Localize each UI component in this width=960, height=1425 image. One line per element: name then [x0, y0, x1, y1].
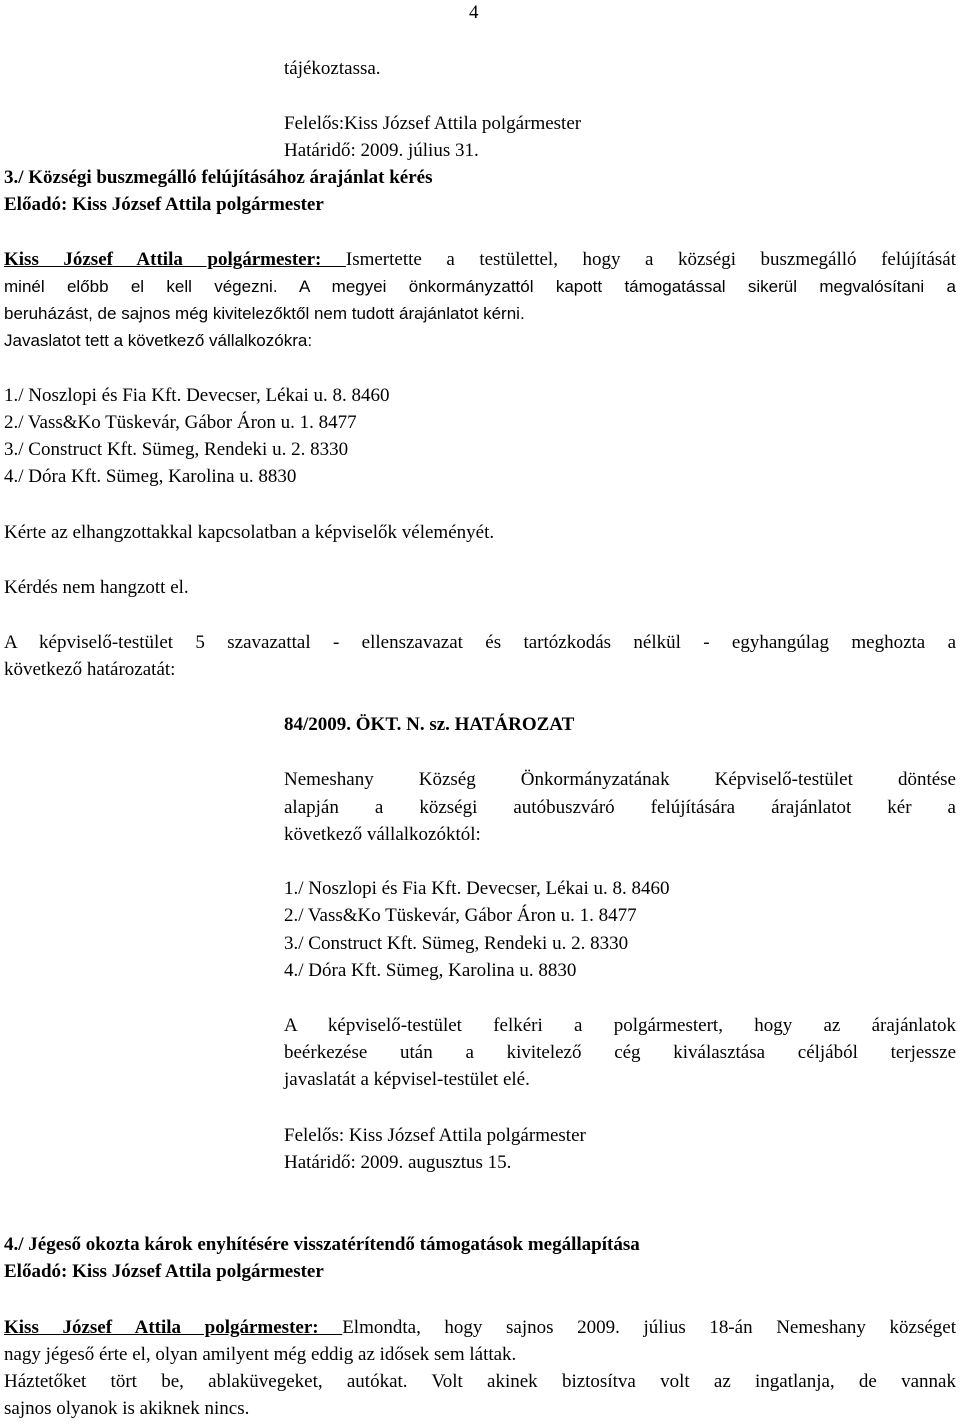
- item3-speech-line-2: minél előbb el kell végezni. A megyei önkormányzattól kapott támogatással sikerül megvalósítani a: [4, 277, 956, 296]
- resolution-request-line-3: javaslatát a képvisel-testület elé.: [284, 1069, 530, 1090]
- intro-responsible: Felelős:Kiss József Attila polgármester: [284, 113, 582, 134]
- contractor-list-item: 2./ Vass&Ko Tüskevár, Gábor Áron u. 1. 8477: [4, 412, 357, 433]
- item3-vote-line-2: következő határozatát:: [4, 659, 176, 680]
- resolution-contractor-item: 4./ Dóra Kft. Sümeg, Karolina u. 8830: [284, 960, 577, 981]
- item3-speech-line-1: Kiss József Attila polgármester: Ismertette a testülettel, hogy a községi buszmegálló felújítását: [4, 249, 956, 270]
- resolution-request-line-2: beérkezése után a kivitelező cég kiválasztása céljából terjessze: [284, 1042, 956, 1063]
- item3-speech-line-4: Javaslatot tett a következő vállalkozókra:: [4, 331, 313, 350]
- item4-speech-line-4: sajnos olyanok is akiknek nincs.: [4, 1398, 250, 1419]
- item4-speech-line-3: Háztetőket tört be, ablaküvegeket, autókat. Volt akinek biztosítva volt az ingatlanja, de vannak: [4, 1371, 956, 1392]
- resolution-text-line-1: Nemeshany Község Önkormányzatának Képviselő-testület döntése: [284, 769, 956, 790]
- resolution-text-line-2: alapján a községi autóbuszváró felújítására árajánlatot kér a: [284, 797, 956, 818]
- item4-speech-line-1: Kiss József Attila polgármester: Elmondta, hogy sajnos 2009. július 18-án Nemeshany községet: [4, 1317, 956, 1338]
- item3-opinion: Kérte az elhangzottakkal kapcsolatban a képviselők véleményét.: [4, 522, 495, 543]
- page-number: 4: [469, 2, 479, 23]
- resolution-text-line-3: következő vállalkozóktól:: [284, 824, 481, 845]
- item4-speech-line-2: nagy jégeső érte el, olyan amilyent még eddig az idősek sem láttak.: [4, 1344, 517, 1365]
- contractor-list-item: 1./ Noszlopi és Fia Kft. Devecser, Lékai u. 8. 8460: [4, 385, 390, 406]
- resolution-responsible: Felelős: Kiss József Attila polgármester: [284, 1125, 586, 1146]
- resolution-request-line-1: A képviselő-testület felkéri a polgármestert, hogy az árajánlatok: [284, 1015, 956, 1036]
- item4-title: 4./ Jégeső okozta károk enyhítésére visszatérítendő támogatások megállapítása: [4, 1234, 640, 1255]
- item4-speaker: Kiss József Attila polgármester:: [4, 1317, 343, 1338]
- resolution-contractor-item: 3./ Construct Kft. Sümeg, Rendeki u. 2. 8330: [284, 933, 629, 954]
- contractor-list-item: 4./ Dóra Kft. Sümeg, Karolina u. 8830: [4, 466, 297, 487]
- item3-speech-line-3: beruházást, de sajnos még kivitelezőktől nem tudott árajánlatot kérni.: [4, 304, 525, 323]
- intro-text: tájékoztassa.: [284, 58, 381, 79]
- resolution-deadline: Határidő: 2009. augusztus 15.: [284, 1152, 512, 1173]
- item3-presenter: Előadó: Kiss József Attila polgármester: [4, 194, 324, 215]
- resolution-title: 84/2009. ÖKT. N. sz. HATÁROZAT: [284, 714, 575, 735]
- resolution-contractor-item: 2./ Vass&Ko Tüskevár, Gábor Áron u. 1. 8477: [284, 905, 637, 926]
- item3-no-question: Kérdés nem hangzott el.: [4, 577, 189, 598]
- item3-speaker: Kiss József Attila polgármester:: [4, 249, 346, 270]
- item4-presenter: Előadó: Kiss József Attila polgármester: [4, 1261, 324, 1282]
- item3-title: 3./ Községi buszmegálló felújításához árajánlat kérés: [4, 167, 433, 188]
- resolution-contractor-item: 1./ Noszlopi és Fia Kft. Devecser, Lékai u. 8. 8460: [284, 878, 670, 899]
- contractor-list-item: 3./ Construct Kft. Sümeg, Rendeki u. 2. 8330: [4, 439, 349, 460]
- intro-deadline: Határidő: 2009. július 31.: [284, 140, 479, 161]
- item3-vote-line-1: A képviselő-testület 5 szavazattal - ellenszavazat és tartózkodás nélkül - egyhangúlag meghozta a: [4, 632, 956, 653]
